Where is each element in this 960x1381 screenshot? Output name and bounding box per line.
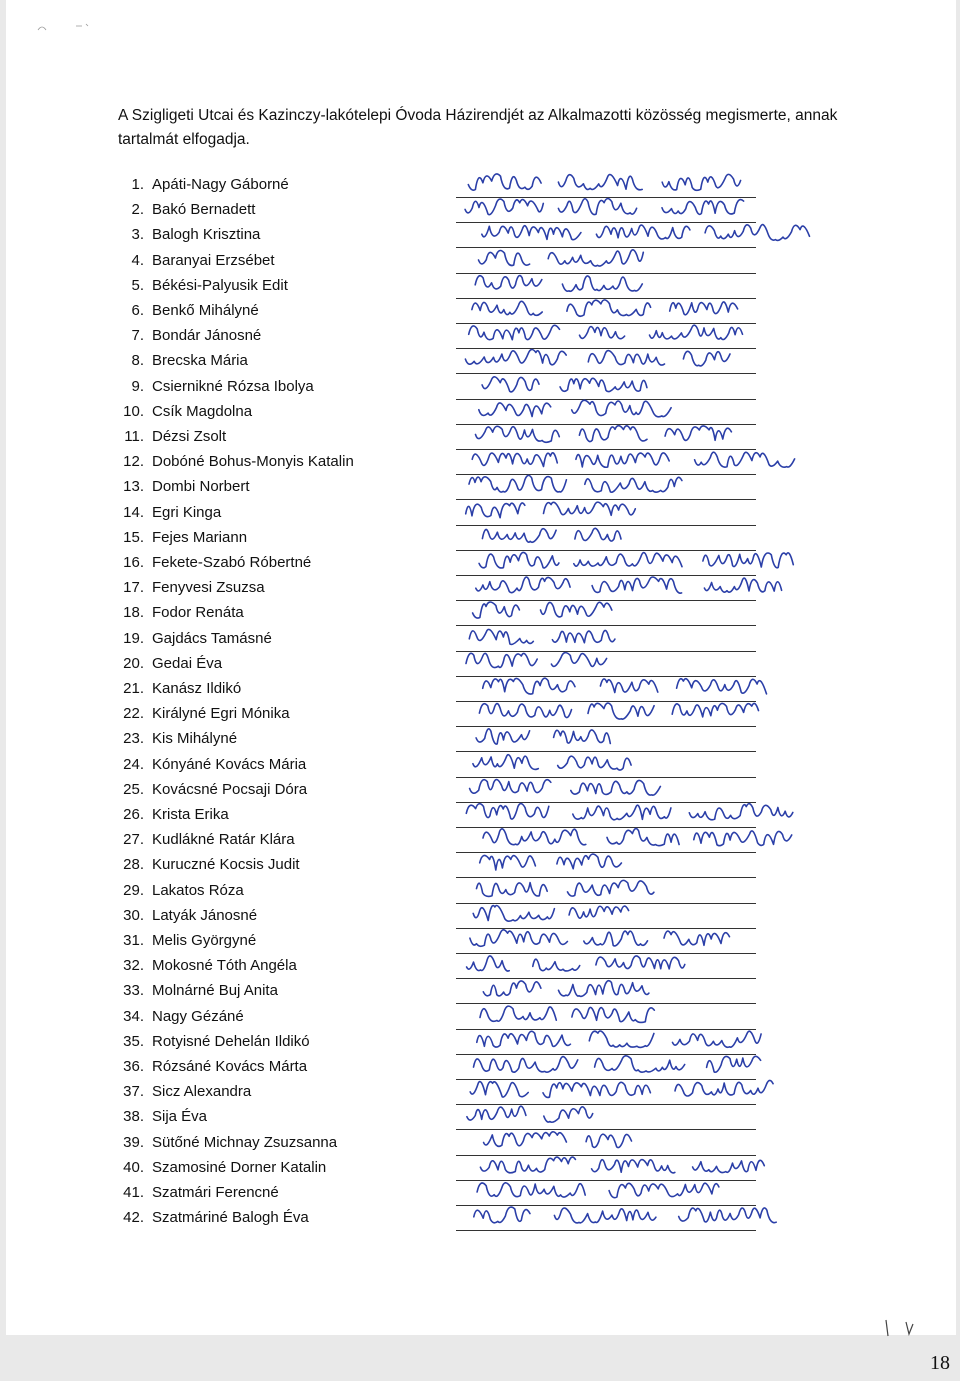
signatory-name: Sütőné Michnay Zsuzsanna [152,1133,338,1151]
signatory-number: 22. [123,705,144,723]
scan-artifact [36,20,96,40]
signatory-name: Csiernikné Rózsa Ibolya [152,377,314,395]
signatory-number: 39. [123,1133,144,1151]
signatory-number: 23. [123,730,144,748]
signatory-name: Sija Éva [152,1108,208,1126]
signatory-number: 34. [123,1007,144,1025]
signatory-name: Molnárné Buj Anita [152,982,278,1000]
signatory-name: Brecska Mária [152,352,248,370]
signatory-name: Balogh Krisztina [152,226,261,244]
signatory-name: Kudlákné Ratár Klára [152,831,295,849]
signatory-number: 9. [131,377,144,395]
signatory-number: 12. [123,453,144,471]
signatory-number: 42. [123,1209,144,1227]
signatory-number: 17. [123,579,144,597]
signatory-number: 1. [131,176,144,193]
signatory-number: 16. [123,554,144,571]
signatory-number: 29. [123,881,144,899]
signatory-number: 15. [123,528,144,546]
signatory-name: Királyné Egri Mónika [152,705,290,723]
signatory-number: 26. [123,806,144,823]
signatory-name: Gajdács Tamásné [152,629,272,647]
signatory-number: 7. [131,327,144,345]
signatory-name: Békési-Palyusik Edit [152,276,288,294]
signatory-name: Kónyáné Kovács Mária [152,755,307,773]
signatory-name: Latyák Jánosné [152,906,258,924]
handwritten-signature [456,1201,756,1231]
page-number: 18 [930,1352,950,1374]
signatory-name: Benkő Mihályné [152,302,259,319]
signatory-number: 31. [123,932,144,949]
signatory-name: Lakatos Róza [152,881,244,899]
signatory-name: Bondár Jánosné [152,327,262,345]
signatory-number: 21. [123,680,144,697]
signatory-number: 14. [123,503,144,521]
signatory-name: Dobóné Bohus-Monyis Katalin [152,453,354,471]
signatory-number: 32. [123,957,144,975]
signatory-number: 10. [123,402,144,420]
signatory-name: Gedai Éva [152,654,223,672]
signatory-name: Fenyvesi Zsuzsa [152,579,265,597]
signatory-name: Mokosné Tóth Angéla [152,957,297,975]
signatory-name: Nagy Gézáné [152,1007,244,1025]
signatory-number: 8. [131,352,144,370]
signatory-name: Dombi Norbert [152,478,250,496]
signatory-number: 37. [123,1083,144,1101]
intro-statement: A Szigligeti Utcai és Kazinczy-lakótelepi Óvoda Házirendjét az Alkalmazotti közösség megismerte, annak tartalmát elfogadja. [118,107,838,148]
signatory-number: 41. [123,1184,144,1201]
signatory-number: 38. [123,1108,144,1126]
signatory-number: 6. [131,302,144,319]
signatory-name: Krista Erika [152,806,229,823]
signatory-name: Sicz Alexandra [152,1083,252,1101]
signatory-name: Szatmári Ferencné [152,1184,279,1201]
signatory-number: 2. [131,201,144,219]
signatory-name: Bakó Bernadett [152,201,256,219]
signatory-name: Kis Mihályné [152,730,238,748]
signatory-name: Egri Kinga [152,503,222,521]
signatory-name: Fekete-Szabó Róbertné [152,554,312,571]
signatory-number: 33. [123,982,144,1000]
signatory-number: 25. [123,780,144,798]
signatory-number: 19. [123,629,144,647]
signatory-number: 28. [123,856,144,874]
signatory-number: 13. [123,478,144,496]
signatory-number: 5. [131,276,144,294]
signatory-number: 40. [123,1158,144,1176]
signatory-number: 35. [123,1032,144,1050]
signatory-name: Baranyai Erzsébet [152,251,275,269]
signatory-name: Rózsáné Kovács Márta [152,1058,308,1075]
signatory-number: 11. [124,428,144,445]
signatory-name: Melis Györgyné [152,932,257,949]
signatory-number: 20. [123,654,144,672]
signatory-name: Kanász Ildikó [152,680,242,697]
document-page [6,0,956,1335]
signatory-name: Csík Magdolna [152,402,253,420]
signatory-name: Kuruczné Kocsis Judit [152,856,300,874]
signatory-number: 36. [123,1058,144,1075]
signatory-number: 27. [123,831,144,849]
signatory-number: 18. [123,604,144,622]
stray-marks [876,1318,936,1338]
signatory-number: 3. [131,226,144,244]
signatory-number: 4. [131,251,144,269]
signatory-name: Fodor Renáta [152,604,244,622]
signature-line [456,1205,756,1231]
signatory-name: Fejes Mariann [152,528,248,546]
signatory-name: Rotyisné Dehelán Ildikó [152,1032,310,1050]
signatory-name: Szatmáriné Balogh Éva [152,1209,309,1227]
signatory-number: 24. [123,755,144,773]
signatory-name: Dézsi Zsolt [152,428,227,445]
signatory-name: Apáti-Nagy Gáborné [152,176,289,193]
signatory-name: Szamosiné Dorner Katalin [152,1158,327,1176]
signatory-number: 30. [123,906,144,924]
signatory-row [6,1205,956,1230]
signatory-name: Kovácsné Pocsaji Dóra [152,780,308,798]
